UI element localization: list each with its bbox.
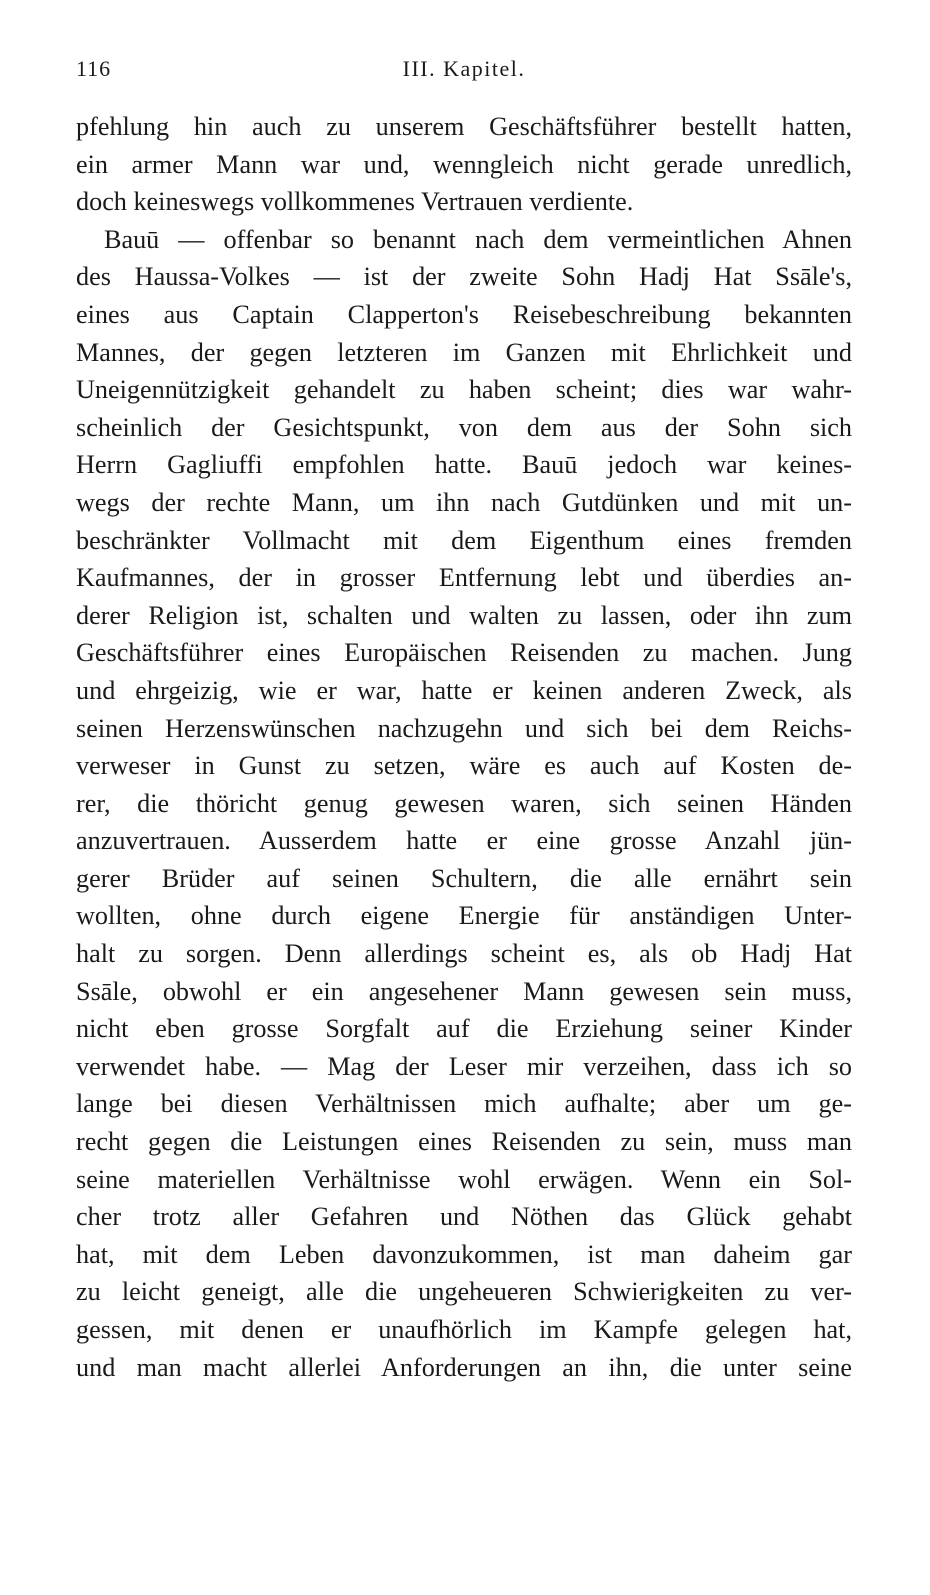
text-line: seine materiellen Verhältnisse wohl erwägen. Wenn ein Sol- bbox=[76, 1164, 852, 1194]
text-line: des Haussa-Volkes — ist der zweite Sohn Hadj Hat Ssāle's, bbox=[76, 262, 852, 292]
text-line: Herrn Gagliuffi empfohlen hatte. Bauū jedoch war keines- bbox=[76, 450, 852, 480]
text-line: anzuvertrauen. Ausserdem hatte er eine grosse Anzahl jün- bbox=[76, 826, 852, 856]
text-line: rer, die thöricht genug gewesen waren, sich seinen Händen bbox=[76, 788, 852, 818]
text-line: cher trotz aller Gefahren und Nöthen das Glück gehabt bbox=[76, 1202, 852, 1232]
body-text bbox=[76, 108, 852, 1386]
text-line: zu leicht geneigt, alle die ungeheueren Schwierigkeiten zu ver- bbox=[76, 1277, 852, 1307]
text-line: Ssāle, obwohl er ein angesehener Mann gewesen sein muss, bbox=[76, 976, 852, 1006]
text-line: scheinlich der Gesichtspunkt, von dem aus der Sohn sich bbox=[76, 412, 852, 442]
page-number: 116 bbox=[76, 56, 112, 81]
text-line: Bauū — offenbar so benannt nach dem vermeintlichen Ahnen bbox=[104, 224, 852, 254]
text-line: Geschäftsführer eines Europäischen Reisenden zu machen. Jung bbox=[76, 638, 852, 668]
text-line: ein armer Mann war und, wenngleich nicht gerade unredlich, bbox=[76, 149, 852, 179]
text-line: pfehlung hin auch zu unserem Geschäftsführer bestellt hatten, bbox=[76, 112, 852, 141]
text-line: Mannes, der gegen letzteren im Ganzen mit Ehrlichkeit und bbox=[76, 337, 852, 367]
text-line: lange bei diesen Verhältnissen mich aufhalte; aber um ge- bbox=[76, 1089, 852, 1119]
running-head bbox=[76, 56, 852, 86]
text-line: recht gegen die Leistungen eines Reisenden zu sein, muss man bbox=[76, 1127, 852, 1157]
text-line: verweser in Gunst zu setzen, wäre es auch auf Kosten de- bbox=[76, 751, 852, 781]
text-line: Uneigennützigkeit gehandelt zu haben scheint; dies war wahr- bbox=[76, 375, 852, 405]
paragraph bbox=[76, 221, 852, 1386]
chapter-heading: III. Kapitel. bbox=[402, 56, 526, 81]
text-line: wegs der rechte Mann, um ihn nach Gutdünken und mit un- bbox=[76, 487, 852, 517]
text-line: Kaufmannes, der in grosser Entfernung lebt und überdies an- bbox=[76, 563, 852, 593]
paragraph bbox=[76, 108, 852, 221]
text-line: wollten, ohne durch eigene Energie für anständigen Unter- bbox=[76, 901, 852, 931]
text-line: derer Religion ist, schalten und walten zu lassen, oder ihn zum bbox=[76, 600, 852, 630]
text-line: hat, mit dem Leben davonzukommen, ist man daheim gar bbox=[76, 1239, 852, 1269]
text-line: beschränkter Vollmacht mit dem Eigenthum eines fremden bbox=[76, 525, 852, 555]
text-line: nicht eben grosse Sorgfalt auf die Erziehung seiner Kinder bbox=[76, 1014, 852, 1044]
text-line: gessen, mit denen er unaufhörlich im Kampfe gelegen hat, bbox=[76, 1315, 852, 1344]
book-page bbox=[76, 56, 852, 1386]
text-line: und man macht allerlei Anforderungen an ihn, die unter seine bbox=[76, 1352, 852, 1382]
text-line: halt zu sorgen. Denn allerdings scheint es, als ob Hadj Hat bbox=[76, 939, 852, 969]
text-line: eines aus Captain Clapperton's Reisebeschreibung bekannten bbox=[76, 299, 852, 329]
text-line: seinen Herzenswünschen nachzugehn und sich bei dem Reichs- bbox=[76, 713, 852, 743]
text-line: verwendet habe. — Mag der Leser mir verzeihen, dass ich so bbox=[76, 1051, 852, 1081]
text-line: gerer Brüder auf seinen Schultern, die alle ernährt sein bbox=[76, 863, 852, 893]
text-line: und ehrgeizig, wie er war, hatte er keinen anderen Zweck, als bbox=[76, 675, 852, 705]
text-line: doch keineswegs vollkommenes Vertrauen verdiente. bbox=[76, 187, 634, 217]
